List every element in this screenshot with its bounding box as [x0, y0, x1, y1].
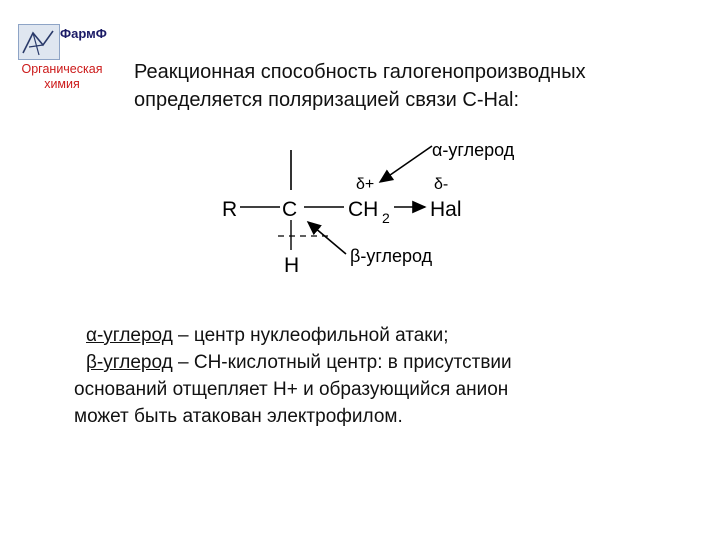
delta-minus: δ-	[434, 176, 449, 193]
logo-icon	[18, 24, 60, 60]
logo-subtitle-line2: химия	[44, 77, 80, 91]
title-line2: определяется поляризацией связи C-Hal:	[134, 89, 520, 111]
explanation-line3: оснований отщепляет H+ и образующийся анион	[74, 379, 509, 400]
logo-subtitle-line1: Органическая	[21, 62, 103, 76]
atom-r: R	[222, 198, 238, 221]
reaction-scheme	[200, 132, 560, 282]
group-ch: CH	[348, 198, 379, 221]
beta-description: – CH-кислотный центр: в присутствии	[172, 352, 512, 373]
slide-title	[134, 58, 694, 114]
explanation-text	[74, 322, 674, 430]
atom-h: H	[284, 254, 300, 277]
alpha-description: – центр нуклеофильной атаки;	[172, 325, 449, 346]
alpha-arrow	[380, 146, 432, 182]
beta-label: β-углерод	[350, 246, 433, 266]
atom-hal: Hal	[430, 198, 462, 221]
subscript-2: 2	[382, 210, 390, 226]
beta-arrow	[308, 222, 346, 254]
explanation-line2	[74, 349, 674, 376]
beta-term: β-углерод	[86, 352, 173, 373]
delta-plus: δ+	[356, 176, 375, 193]
logo-brand: ФармФ	[60, 26, 107, 41]
logo-subtitle	[10, 62, 114, 92]
atom-c: C	[282, 198, 298, 221]
alpha-label: α-углерод	[432, 140, 515, 160]
explanation-line4: может быть атакован электрофилом.	[74, 406, 403, 427]
alpha-term: α-углерод	[86, 325, 173, 346]
explanation-line1	[74, 322, 674, 349]
title-line1: Реакционная способность галогенопроизводных	[134, 61, 586, 83]
